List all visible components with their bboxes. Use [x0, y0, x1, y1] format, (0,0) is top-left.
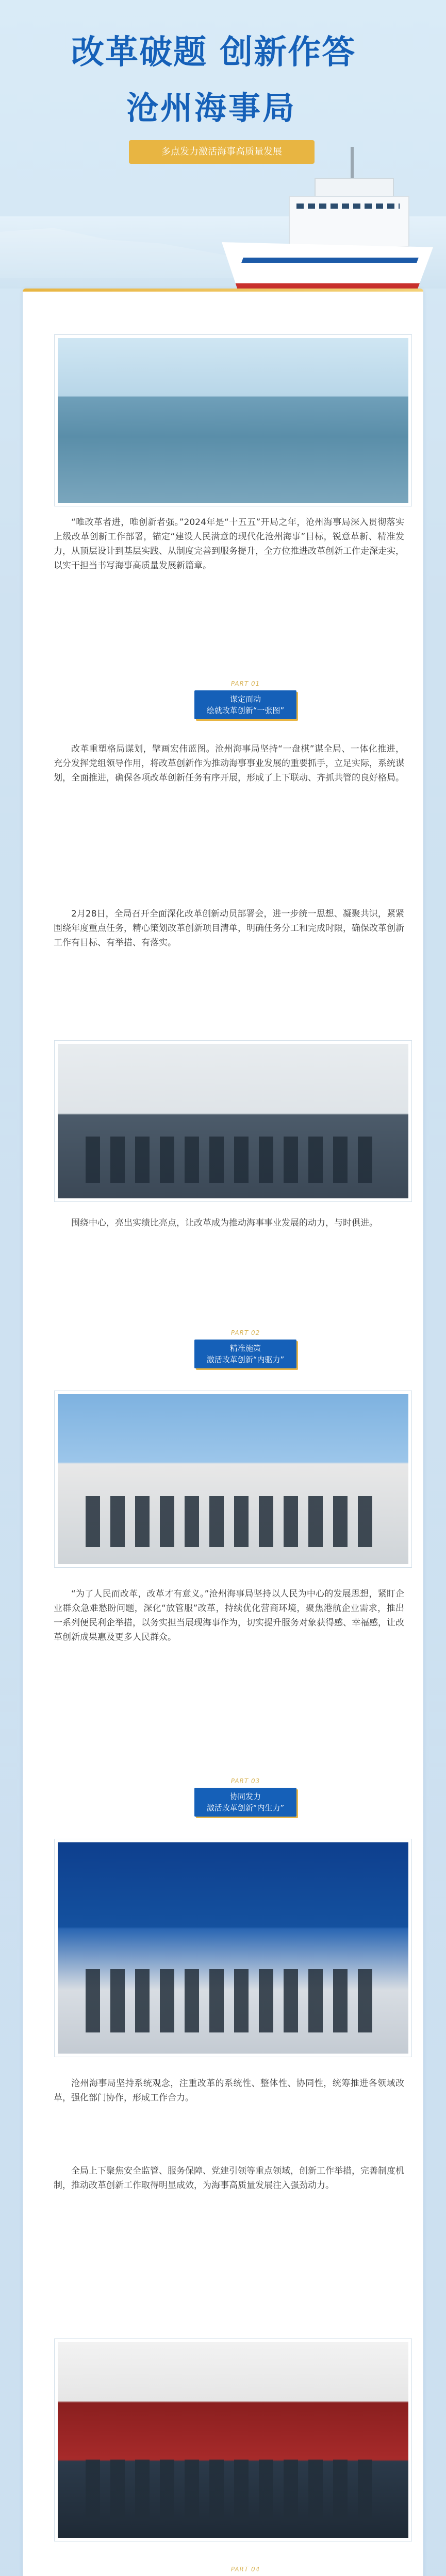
harbor-photo: [55, 335, 411, 506]
section3-label: 协同发力 激活改革创新“内生力”: [194, 1788, 296, 1817]
card-top-bar: [23, 289, 423, 292]
hero-banner: [0, 0, 446, 289]
section2-paragraph1: “为了人民而改革，改革才有意义。”沧州海事局坚持以人民为中心的发展思想，紧盯企业群众急难愁盼问题，深化“放管服”改革，持续优化营商环境，聚焦港航企业需求，推出一系列便民利企举措，以务实担当展现海事作为，切实提升服务对象获得感、幸福感，让改革创新成果惠及更多人民群众。: [54, 1589, 404, 1642]
hall-attendees: [86, 1969, 380, 2032]
section2-label: 精准施策 激活改革创新“内驱力”: [194, 1340, 296, 1368]
hall-meeting-photo: [55, 1839, 411, 2057]
section1-paragraph2: 2月28日，全局召开全面深化改革创新动员部署会，进一步统一思想、凝聚共识，紧紧围绕年度重点任务，精心策划改革创新项目清单，明确任务分工和完成时限，确保改革创新工作有目标、有举措、有落实。: [54, 909, 404, 948]
section1-paragraph1: 改革重塑格局谋划，擘画宏伟蓝图。沧州海事局坚持“一盘棋”谋全局、一体化推进，充分发挥党组领导作用，将改革创新作为推动海事事业发展的重要抓手，立足实际，系统谋划，全面推进，确保各项改革创新任务有序开展，形成了上下联动、齐抓共管的良好格局。: [54, 744, 404, 783]
ship-mast: [351, 147, 354, 178]
conference-photo: [55, 2339, 411, 2541]
section3-eng: PART 03: [230, 1777, 260, 1785]
section2-tag: [194, 1329, 297, 1368]
ship-stripe: [241, 258, 419, 263]
ship-crew-photo: [55, 1391, 411, 1567]
section4-tag: [194, 2566, 297, 2576]
section1-eng: PART 01: [230, 680, 260, 687]
ship-crew: [86, 1496, 380, 1547]
title-line1: 改革破题 创新作答: [71, 33, 356, 72]
meeting-photo: [55, 1041, 411, 1201]
intro-paragraph: “唯改革者进，唯创新者强。”2024年是“十五五”开局之年，沧州海事局深入贯彻落实上级改革创新工作部署，锚定“建设人民满意的现代化沧州海事”目标，锐意革新、精准发力，从顶层设计到基层实践、从制度完善到服务提升，全方位推进改革创新工作走深走实，以实干担当书写海事高质量发展新篇章。: [54, 517, 404, 571]
subtitle-bar: [129, 140, 315, 164]
section3-paragraph1: 沧州海事局坚持系统观念，注重改革的系统性、整体性、协同性，统筹推进各领域改革，强化部门协作，形成工作合力。: [54, 2078, 404, 2103]
meeting-attendees: [86, 1137, 380, 1183]
section4-eng: PART 04: [230, 2566, 260, 2573]
ship-windows: [296, 204, 400, 209]
section1-paragraph3: 围绕中心，亮出实绩比亮点，让改革成为推动海事事业发展的动力，与时俱进。: [71, 1218, 378, 1228]
section2-eng: PART 02: [230, 1329, 260, 1336]
conference-attendees: [86, 2460, 380, 2518]
subtitle: 多点发力激活海事高质量发展: [161, 146, 282, 157]
section3-paragraph2: 全局上下聚焦安全监管、服务保障、党建引领等重点领域，创新工作举措，完善制度机制，推动改革创新工作取得明显成效，为海事高质量发展注入强劲动力。: [54, 2166, 404, 2191]
section1-label: 谋定而动 绘就改革创新“一张图”: [194, 690, 296, 719]
content-card: [23, 289, 423, 2576]
section1-tag: [194, 680, 297, 719]
title-line2: 沧州海事局: [126, 89, 297, 127]
section3-tag: [194, 1777, 297, 1817]
ship-hull-illustration: [222, 242, 433, 293]
